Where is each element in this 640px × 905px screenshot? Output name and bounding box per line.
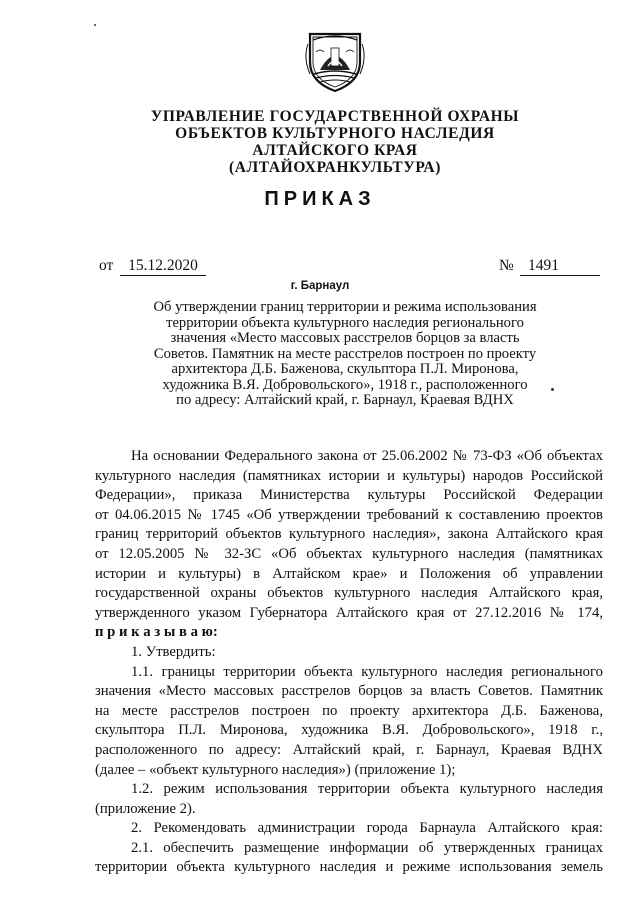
subject-line: по адресу: Алтайский край, г. Барнаул, Краевая ВДНХ bbox=[176, 392, 514, 408]
agency-line: УПРАВЛЕНИЕ ГОСУДАРСТВЕННОЙ ОХРАНЫ bbox=[150, 108, 520, 125]
order-body bbox=[95, 447, 603, 878]
date-prefix: от bbox=[99, 257, 114, 274]
order-subject bbox=[145, 300, 545, 409]
body-line: границ территорий объектов культурного наследия», закона Алтайского края bbox=[95, 526, 603, 543]
body-line: государственной охраны объектов культурного наследия Алтайского края, bbox=[95, 585, 603, 602]
item-1-2-line: 1.2. режим использования территории объекта культурного наследия bbox=[131, 781, 603, 798]
subject-line: территории объекта культурного наследия регионального bbox=[166, 314, 524, 331]
agency-line: АЛТАЙСКОГО КРАЯ bbox=[252, 142, 418, 159]
body-line: от 04.06.2015 № 1745 «Об утверждении требований к составлению проектов bbox=[95, 506, 603, 523]
subject-line: Советов. Памятник на месте расстрелов построен по проекту bbox=[153, 345, 537, 362]
item-2-1-line: 2.1. обеспечить размещение информации об утвержденных границах bbox=[131, 839, 603, 856]
document-type-title: ПРИКАЗ bbox=[264, 188, 376, 210]
subject-line: художника В.Я. Добровольского», 1918 г., расположенного bbox=[162, 376, 528, 393]
order-date: 15.12.2020 bbox=[120, 257, 206, 276]
order-number: 1491 bbox=[520, 257, 600, 276]
number-prefix: № bbox=[499, 257, 514, 274]
body-line: от 12.05.2005 № 32-ЗС «Об объектах культурного наследия (памятниках bbox=[95, 545, 603, 562]
subject-line: архитектора Д.Б. Баженова, скульптора П.Л. Миронова, bbox=[171, 361, 519, 377]
scan-speck bbox=[94, 24, 96, 26]
body-line: На основании Федерального закона от 25.06.2002 № 73-ФЗ «Об объектах bbox=[131, 448, 603, 464]
item-1-1-line: 1.1. границы территории объекта культурного наследия регионального bbox=[131, 663, 603, 680]
agency-line: (АЛТАЙОХРАНКУЛЬТУРА) bbox=[229, 159, 441, 176]
item-1-1-line: (далее – «объект культурного наследия») (приложение 1); bbox=[95, 761, 456, 778]
prikazyvayu-line: п р и к а з ы в а ю: bbox=[95, 624, 218, 641]
item-1-2-line: (приложение 2). bbox=[95, 800, 196, 817]
scan-speck bbox=[551, 388, 554, 391]
item-1-1-line: расположенного по адресу: Алтайский край, г. Барнаул, Краевая ВДНХ bbox=[95, 741, 603, 758]
item-2-1-line: территории объекта культурного наследия и режиме использования земель bbox=[95, 859, 603, 876]
agency-line: ОБЪЕКТОВ КУЛЬТУРНОГО НАСЛЕДИЯ bbox=[175, 125, 495, 142]
body-line: утвержденного указом Губернатора Алтайского края от 27.12.2016 № 174, bbox=[95, 604, 603, 621]
body-line: Федерации», приказа Министерства культуры Российской Федерации bbox=[95, 487, 603, 504]
item-1-1-line: скульптора П.Л. Миронова, художника В.Я. Добровольского», 1918 г., bbox=[95, 722, 603, 739]
body-line: истории и культуры) в Алтайском крае» и Положения об управлении bbox=[95, 565, 603, 582]
altai-krai-coat-of-arms-emblem bbox=[304, 28, 366, 94]
item-1-1-line: на месте расстрелов построен по проекту архитектора Д.Б. Баженова, bbox=[95, 702, 603, 719]
subject-line: Об утверждении границ территории и режима использования bbox=[153, 299, 537, 315]
body-line: культурного наследия (памятниках истории и культуры) народов Российской bbox=[95, 467, 603, 484]
agency-name bbox=[150, 108, 520, 176]
city-label: г. Барнаул bbox=[290, 280, 350, 292]
subject-line: значения «Место массовых расстрелов борцов за власть bbox=[170, 330, 520, 346]
item-1-1-line: значения «Место массовых расстрелов борцов за власть Советов. Памятник bbox=[95, 683, 603, 700]
item-2: 2. Рекомендовать администрации города Барнаула Алтайского края: bbox=[131, 820, 603, 837]
item-1: 1. Утвердить: bbox=[131, 643, 216, 660]
